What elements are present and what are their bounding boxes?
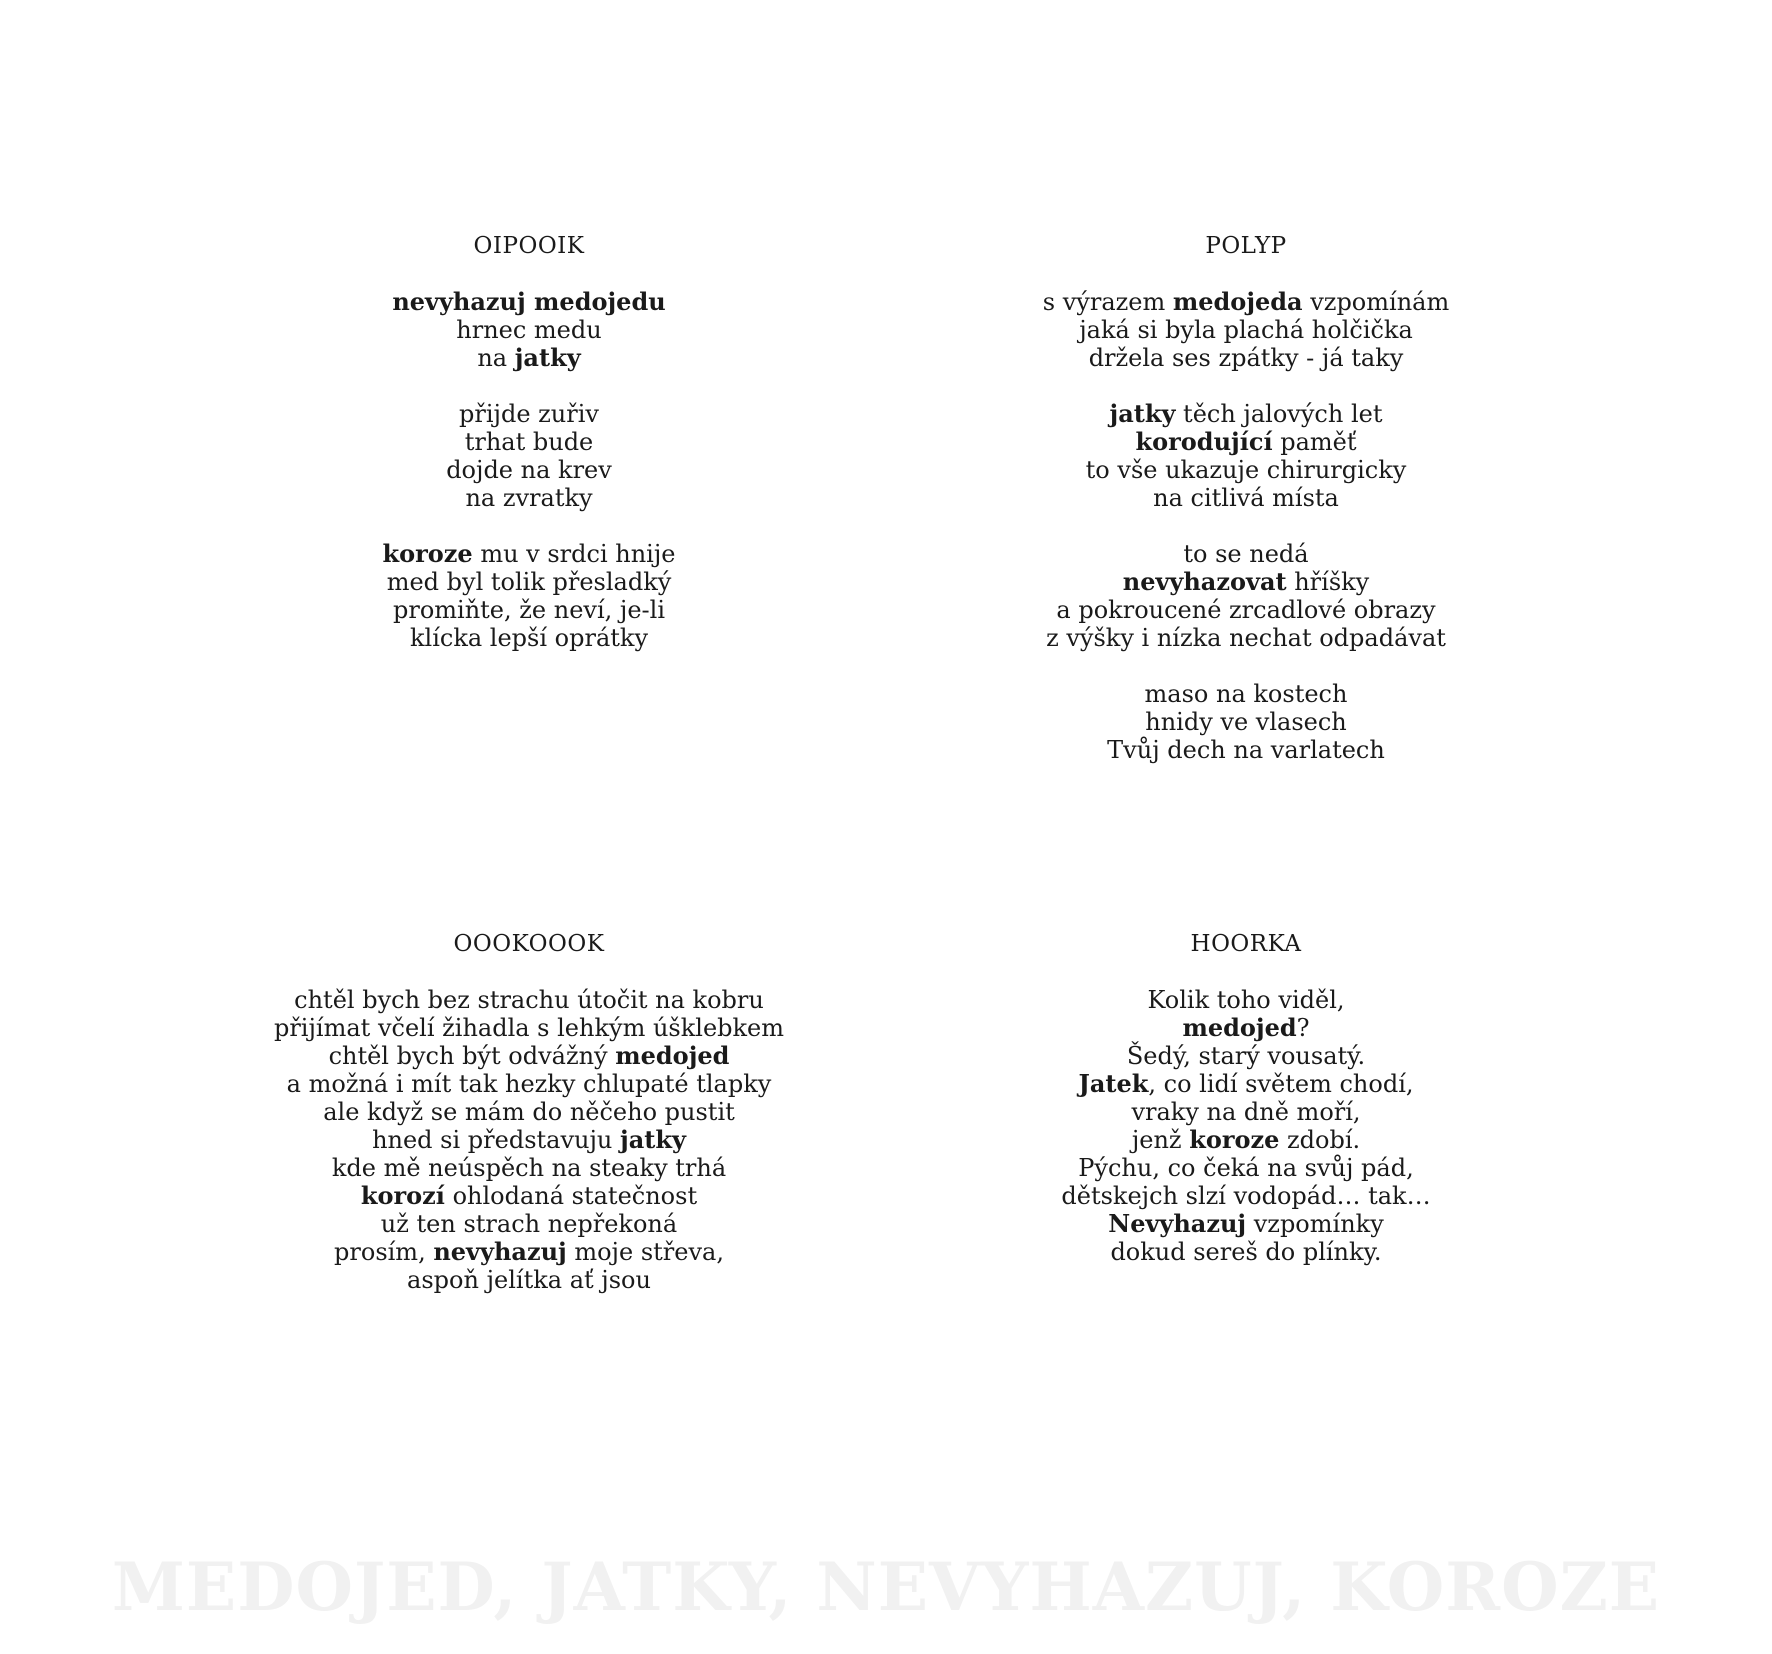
keyword-bold: medojeda: [1172, 287, 1303, 316]
poem-stanza: [896, 680, 1596, 764]
poem-line: [179, 456, 879, 484]
poem-stanza: [179, 540, 879, 652]
poem-line: [179, 428, 879, 456]
line-text: promiňte, že neví, je-li: [392, 596, 665, 624]
line-text: aspoň jelítka ať jsou: [407, 1266, 651, 1294]
poem-line: [179, 400, 879, 428]
poem-line: [896, 400, 1596, 428]
keyword-bold: medojed: [615, 1041, 730, 1070]
line-text: s výrazem: [1042, 288, 1173, 316]
line-text: ohlodaná statečnost: [444, 1182, 698, 1210]
line-text: jenž: [1131, 1126, 1190, 1154]
line-text: Šedý, starý vousatý.: [1126, 1042, 1366, 1070]
footer-watermark: MEDOJED, JATKY, NEVYHAZUJ, KOROZE: [111, 1548, 1661, 1626]
poem-line: [179, 484, 879, 512]
poem-line: [179, 1238, 879, 1266]
poem-polyp: [896, 232, 1596, 792]
line-text: dětskejch slzí vodopád… tak…: [1061, 1182, 1431, 1210]
line-text: ?: [1296, 1014, 1310, 1042]
poem-title: OIPOOIK: [473, 233, 585, 259]
line-text: to se nedá: [1183, 540, 1309, 568]
line-text: chtěl bych bez strachu útočit na kobru: [294, 986, 764, 1014]
keyword-bold: jatky: [620, 1125, 686, 1154]
keyword-bold: korodující: [1135, 427, 1273, 456]
line-text: Kolik toho viděl,: [1147, 986, 1345, 1014]
poem-line: [179, 1098, 879, 1126]
line-text: mu v srdci hnije: [472, 540, 676, 568]
line-text: Pýchu, co čeká na svůj pád,: [1078, 1154, 1414, 1182]
poem-line: [896, 1154, 1596, 1182]
poem-line: [896, 456, 1596, 484]
poem-line: [896, 316, 1596, 344]
poem-line: [896, 1042, 1596, 1070]
line-text: vzpomínky: [1246, 1210, 1384, 1238]
poem-line: [896, 1210, 1596, 1238]
poem-line: [896, 344, 1596, 372]
line-text: přijde zuřiv: [459, 400, 599, 428]
line-text: na: [477, 344, 515, 372]
poem-line: [896, 288, 1596, 316]
keyword-bold: jatky: [514, 343, 581, 372]
line-text: přijímat včelí žihadla s lehkým úšklebkem: [273, 1014, 785, 1042]
line-text: kde mě neúspěch na steaky trhá: [331, 1154, 727, 1182]
poem-line: [896, 1182, 1596, 1210]
poem-stanza: [896, 288, 1596, 372]
line-text: vzpomínám: [1302, 288, 1450, 316]
poem-line: [179, 624, 879, 652]
poem-stanza: [896, 400, 1596, 512]
line-text: a možná i mít tak hezky chlupaté tlapky: [286, 1070, 772, 1098]
poem-hoorka: [896, 930, 1596, 1294]
poem-line: [179, 568, 879, 596]
keyword-bold: Jatek: [1078, 1069, 1149, 1098]
line-text: ale když se mám do něčeho pustit: [323, 1098, 735, 1126]
poem-stanza: [179, 400, 879, 512]
poem-line: [179, 1154, 879, 1182]
line-text: hrnec medu: [456, 316, 602, 344]
keyword-bold: koroze: [382, 539, 473, 568]
poem-oipooik: [179, 232, 879, 680]
poem-line: [896, 708, 1596, 736]
line-text: dojde na krev: [446, 456, 612, 484]
poem-line: [896, 428, 1596, 456]
poem-line: [896, 568, 1596, 596]
keyword-bold: medojed: [1182, 1013, 1297, 1042]
line-text: med byl tolik přesladký: [386, 568, 672, 596]
poem-line: [179, 344, 879, 372]
poem-line: [179, 1266, 879, 1294]
poem-line: [179, 1070, 879, 1098]
poem-line: [179, 1182, 879, 1210]
poem-line: [896, 736, 1596, 764]
poem-line: [179, 986, 879, 1014]
poem-line: [896, 1126, 1596, 1154]
line-text: dokud sereš do plínky.: [1110, 1238, 1382, 1266]
line-text: moje střeva,: [566, 1238, 724, 1266]
poem-line: [896, 596, 1596, 624]
poem-line: [896, 540, 1596, 568]
line-text: na zvratky: [465, 484, 593, 512]
keyword-bold: korozí: [360, 1181, 445, 1210]
poem-line: [179, 288, 879, 316]
line-text: zdobí.: [1279, 1126, 1361, 1154]
poem-line: [896, 484, 1596, 512]
poem-stanza: [896, 540, 1596, 652]
line-text: těch jalových let: [1175, 400, 1383, 428]
line-text: to vše ukazuje chirurgicky: [1085, 456, 1407, 484]
poem-stanza: [179, 288, 879, 372]
poem-line: [179, 596, 879, 624]
keyword-bold: Nevyhazuj: [1108, 1209, 1247, 1238]
line-text: a pokroucené zrcadlové obrazy: [1056, 596, 1436, 624]
line-text: na citlivá místa: [1153, 484, 1339, 512]
line-text: hnidy ve vlasech: [1145, 708, 1347, 736]
line-text: paměť: [1272, 428, 1357, 456]
line-text: prosím,: [334, 1238, 434, 1266]
poem-line: [896, 986, 1596, 1014]
keyword-bold: nevyhazuj: [433, 1237, 567, 1266]
keyword-bold: koroze: [1189, 1125, 1280, 1154]
line-text: , co lidí světem chodí,: [1148, 1070, 1414, 1098]
poem-line: [896, 1238, 1596, 1266]
poem-title: HOORKA: [1190, 931, 1302, 957]
line-text: jaká si byla plachá holčička: [1079, 316, 1413, 344]
poem-title: POLYP: [1205, 233, 1287, 259]
line-text: už ten strach nepřekoná: [380, 1210, 678, 1238]
keyword-bold: nevyhazuj medojedu: [392, 287, 666, 316]
line-text: maso na kostech: [1144, 680, 1348, 708]
line-text: z výšky i nízka nechat odpadávat: [1046, 624, 1446, 652]
line-text: hned si představuju: [372, 1126, 621, 1154]
poem-line: [179, 1014, 879, 1042]
line-text: Tvůj dech na varlatech: [1107, 736, 1385, 764]
line-text: držela ses zpátky - já taky: [1088, 344, 1404, 372]
poem-oookoook: [179, 930, 879, 1322]
poem-line: [179, 540, 879, 568]
line-text: hříšky: [1286, 568, 1370, 596]
keyword-bold: nevyhazovat: [1122, 567, 1287, 596]
keyword-bold: jatky: [1109, 399, 1176, 428]
poem-line: [896, 1098, 1596, 1126]
poem-line: [179, 316, 879, 344]
poem-line: [179, 1042, 879, 1070]
poem-stanza: [896, 986, 1596, 1266]
poem-stanza: [179, 986, 879, 1294]
line-text: vraky na dně moří,: [1131, 1098, 1361, 1126]
line-text: chtěl bych být odvážný: [328, 1042, 616, 1070]
poem-line: [896, 1014, 1596, 1042]
poem-line: [896, 1070, 1596, 1098]
poem-line: [896, 624, 1596, 652]
poem-line: [179, 1210, 879, 1238]
line-text: trhat bude: [464, 428, 594, 456]
poem-line: [896, 680, 1596, 708]
poem-line: [179, 1126, 879, 1154]
poem-title: OOOKOOOK: [453, 931, 605, 957]
line-text: klícka lepší oprátky: [409, 624, 649, 652]
